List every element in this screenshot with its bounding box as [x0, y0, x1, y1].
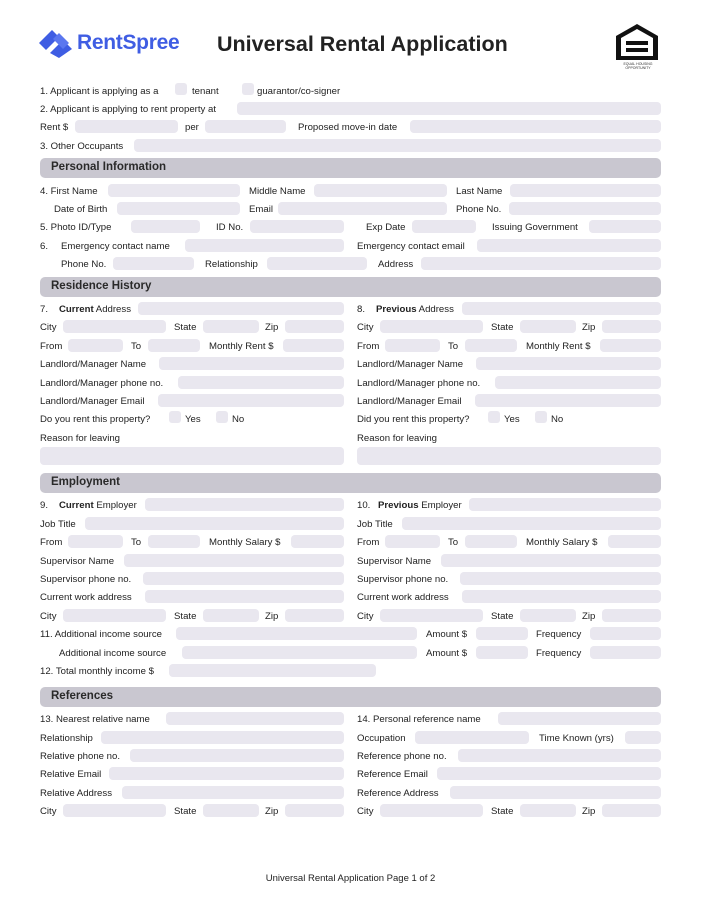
current-employer-label: [59, 500, 137, 512]
relative-relationship-field[interactable]: [101, 731, 344, 744]
previous-landlord-phone-label: Landlord/Manager phone no.: [357, 378, 481, 389]
current-address-label: [59, 304, 131, 316]
rent-period-field[interactable]: [205, 120, 286, 133]
phone-label: Phone No.: [456, 204, 502, 215]
id-no-field[interactable]: [250, 220, 344, 233]
reference-address-label: Reference Address: [357, 788, 439, 799]
current-emp-to-field[interactable]: [148, 535, 200, 548]
current-rent-yes-checkbox[interactable]: [169, 411, 181, 423]
previous-landlord-name-label: Landlord/Manager Name: [357, 359, 464, 370]
previous-rent-label: Monthly Rent $: [526, 341, 591, 352]
current-bold: Current: [59, 500, 94, 511]
previous-yes-label: Yes: [504, 414, 520, 425]
relative-email-field[interactable]: [109, 767, 344, 780]
current-work-address-field[interactable]: [145, 590, 344, 603]
previous-supervisor-phone-label: Supervisor phone no.: [357, 574, 449, 585]
frequency-1-label: Frequency: [536, 629, 582, 640]
q1-label: 1. Applicant is applying as a: [40, 86, 159, 97]
address-word: Address: [416, 304, 454, 315]
current-state-field[interactable]: [203, 320, 259, 333]
personal-reference-field[interactable]: [498, 712, 661, 725]
emp-current-city-label: City: [40, 611, 57, 622]
emergency-name-field[interactable]: [185, 239, 344, 252]
q2-label: 2. Applicant is applying to rent property at: [40, 104, 216, 115]
current-supervisor-phone-field[interactable]: [143, 572, 344, 585]
section-title: Employment: [51, 476, 121, 488]
relative-phone-field[interactable]: [130, 749, 344, 762]
current-supervisor-name-field[interactable]: [124, 554, 344, 567]
previous-job-title-label: Job Title: [357, 519, 393, 530]
movein-date-field[interactable]: [410, 120, 661, 133]
emp-previous-city-label: City: [357, 611, 374, 622]
amount-2-label: Amount $: [426, 648, 468, 659]
previous-emp-to-field[interactable]: [465, 535, 517, 548]
frequency-2-field[interactable]: [590, 646, 661, 659]
property-address-field[interactable]: [237, 102, 661, 115]
relative-address-label: Relative Address: [40, 788, 112, 799]
current-landlord-phone-label: Landlord/Manager phone no.: [40, 378, 164, 389]
employer-word: Employer: [93, 500, 137, 511]
occupation-field[interactable]: [415, 731, 529, 744]
current-yes-label: Yes: [185, 414, 201, 425]
did-you-rent-label: Did you rent this property?: [357, 414, 470, 425]
dob-label: Date of Birth: [54, 204, 108, 215]
rent-label: Rent $: [40, 122, 69, 133]
dob-field[interactable]: [117, 202, 240, 215]
current-rent-no-checkbox[interactable]: [216, 411, 228, 423]
reference-address-field[interactable]: [450, 786, 661, 799]
middle-name-field[interactable]: [314, 184, 447, 197]
ref-right-city-field[interactable]: [380, 804, 483, 817]
current-work-address-label: Current work address: [40, 592, 132, 603]
other-occupants-field[interactable]: [134, 139, 661, 152]
current-from-field[interactable]: [68, 339, 123, 352]
current-state-label: State: [174, 322, 197, 333]
previous-zip-label: Zip: [582, 322, 596, 333]
previous-landlord-email-field[interactable]: [475, 394, 661, 407]
emergency-phone-label: Phone No.: [61, 259, 107, 270]
previous-salary-field[interactable]: [608, 535, 661, 548]
total-income-field[interactable]: [169, 664, 376, 677]
previous-address-label: [376, 304, 454, 316]
previous-employer-field[interactable]: [469, 498, 661, 511]
previous-from-field[interactable]: [385, 339, 440, 352]
emp-previous-zip-label: Zip: [582, 611, 596, 622]
current-emp-from-label: From: [40, 537, 63, 548]
previous-employer-number: 10.: [357, 500, 371, 511]
current-landlord-email-label: Landlord/Manager Email: [40, 396, 145, 407]
section-title: Residence History: [51, 280, 152, 292]
personal-info-header: [40, 158, 661, 178]
current-emp-to-label: To: [131, 537, 142, 548]
emergency-address-field[interactable]: [421, 257, 661, 270]
brand-name: RentSpree: [77, 31, 180, 54]
current-from-label: From: [40, 341, 63, 352]
amount-1-label: Amount $: [426, 629, 468, 640]
previous-landlord-phone-field[interactable]: [495, 376, 661, 389]
previous-city-label: City: [357, 322, 374, 333]
previous-salary-label: Monthly Salary $: [526, 537, 598, 548]
references-header: [40, 687, 661, 707]
per-label: per: [185, 122, 199, 133]
add-income-2-field[interactable]: [182, 646, 417, 659]
equal-housing-logo: [612, 22, 662, 72]
ref-right-zip-field[interactable]: [602, 804, 661, 817]
current-job-title-label: Job Title: [40, 519, 76, 530]
last-name-field[interactable]: [510, 184, 661, 197]
time-known-field[interactable]: [625, 731, 661, 744]
previous-supervisor-name-field[interactable]: [441, 554, 661, 567]
last-name-label: Last Name: [456, 186, 503, 197]
current-landlord-name-field[interactable]: [159, 357, 344, 370]
previous-to-field[interactable]: [465, 339, 517, 352]
time-known-label: Time Known (yrs): [539, 733, 614, 744]
phone-field[interactable]: [509, 202, 661, 215]
tenant-label: tenant: [192, 86, 219, 97]
emp-current-state-label: State: [174, 611, 197, 622]
movein-label: Proposed move-in date: [298, 122, 398, 133]
previous-address-field[interactable]: [462, 302, 661, 315]
previous-rent-field[interactable]: [600, 339, 661, 352]
relative-relationship-label: Relationship: [40, 733, 93, 744]
nearest-relative-field[interactable]: [166, 712, 344, 725]
previous-bold: Previous: [376, 304, 417, 315]
relationship-field[interactable]: [267, 257, 367, 270]
previous-city-field[interactable]: [380, 320, 483, 333]
page-title: Universal Rental Application: [217, 32, 508, 56]
current-employer-number: 9.: [40, 500, 49, 511]
current-job-title-field[interactable]: [85, 517, 344, 530]
emp-current-city-field[interactable]: [63, 609, 166, 622]
current-to-field[interactable]: [148, 339, 200, 352]
emp-current-zip-field[interactable]: [285, 609, 344, 622]
current-landlord-email-field[interactable]: [158, 394, 344, 407]
previous-rent-no-checkbox[interactable]: [535, 411, 547, 423]
current-address-field[interactable]: [138, 302, 344, 315]
ref-left-state-label: State: [174, 806, 197, 817]
current-city-field[interactable]: [63, 320, 166, 333]
ref-left-city-field[interactable]: [63, 804, 166, 817]
current-supervisor-name-label: Supervisor Name: [40, 556, 115, 567]
current-reason-field[interactable]: [40, 447, 344, 465]
current-reason-label: Reason for leaving: [40, 433, 120, 444]
photo-id-field[interactable]: [131, 220, 200, 233]
add-income-2-label: Additional income source: [59, 648, 167, 659]
email-field[interactable]: [278, 202, 447, 215]
emp-current-state-field[interactable]: [203, 609, 259, 622]
current-zip-label: Zip: [265, 322, 279, 333]
relationship-label: Relationship: [205, 259, 258, 270]
address-word: Address: [93, 304, 131, 315]
previous-work-address-field[interactable]: [462, 590, 661, 603]
previous-emp-to-label: To: [448, 537, 459, 548]
rentspree-logo-icon: [39, 29, 75, 59]
emp-previous-state-field[interactable]: [520, 609, 576, 622]
previous-emp-from-label: From: [357, 537, 380, 548]
previous-employer-label: [378, 500, 462, 512]
ref-left-city-label: City: [40, 806, 57, 817]
equal-housing-text: EQUAL HOUSING OPPORTUNITY: [623, 62, 653, 70]
current-address-number: 7.: [40, 304, 49, 315]
previous-state-field[interactable]: [520, 320, 576, 333]
current-landlord-name-label: Landlord/Manager Name: [40, 359, 147, 370]
previous-landlord-name-field[interactable]: [476, 357, 661, 370]
previous-zip-field[interactable]: [602, 320, 661, 333]
previous-supervisor-phone-field[interactable]: [460, 572, 661, 585]
first-name-field[interactable]: [108, 184, 240, 197]
amount-1-field[interactable]: [476, 627, 528, 640]
current-supervisor-phone-label: Supervisor phone no.: [40, 574, 132, 585]
first-name-label: 4. First Name: [40, 186, 98, 197]
email-label: Email: [249, 204, 273, 215]
address-label: Address: [378, 259, 414, 270]
photo-id-label: 5. Photo ID/Type: [40, 222, 112, 233]
amount-2-field[interactable]: [476, 646, 528, 659]
current-zip-field[interactable]: [285, 320, 344, 333]
current-rent-field[interactable]: [283, 339, 344, 352]
occupation-label: Occupation: [357, 733, 406, 744]
emp-current-zip-label: Zip: [265, 611, 279, 622]
emergency-email-field[interactable]: [477, 239, 661, 252]
emergency-number: 6.: [40, 241, 49, 252]
reference-email-label: Reference Email: [357, 769, 428, 780]
previous-address-number: 8.: [357, 304, 366, 315]
previous-to-label: To: [448, 341, 459, 352]
id-no-label: ID No.: [216, 222, 244, 233]
rent-amount-field[interactable]: [75, 120, 178, 133]
exp-date-field[interactable]: [412, 220, 476, 233]
previous-supervisor-name-label: Supervisor Name: [357, 556, 432, 567]
guarantor-label: guarantor/co-signer: [257, 86, 341, 97]
section-title: References: [51, 690, 114, 702]
do-you-rent-label: Do you rent this property?: [40, 414, 151, 425]
current-landlord-phone-field[interactable]: [178, 376, 344, 389]
reference-phone-field[interactable]: [458, 749, 661, 762]
current-no-label: No: [232, 414, 245, 425]
emp-previous-state-label: State: [491, 611, 514, 622]
house-icon: [612, 22, 662, 62]
nearest-relative-label: 13. Nearest relative name: [40, 714, 150, 725]
previous-reason-field[interactable]: [357, 447, 661, 465]
page-footer: Universal Rental Application Page 1 of 2: [265, 873, 436, 884]
current-emp-from-field[interactable]: [68, 535, 123, 548]
section-title: Personal Information: [51, 161, 167, 173]
ref-left-state-field[interactable]: [203, 804, 259, 817]
emergency-email-label: Emergency contact email: [357, 241, 465, 252]
previous-bold: Previous: [378, 500, 419, 511]
reference-email-field[interactable]: [437, 767, 661, 780]
reference-phone-label: Reference phone no.: [357, 751, 447, 762]
previous-from-label: From: [357, 341, 380, 352]
emergency-name-label: Emergency contact name: [61, 241, 170, 252]
add-income-1-label: 11. Additional income source: [40, 629, 162, 640]
ref-right-city-label: City: [357, 806, 374, 817]
emp-previous-zip-field[interactable]: [602, 609, 661, 622]
current-city-label: City: [40, 322, 57, 333]
employment-header: [40, 473, 661, 493]
frequency-1-field[interactable]: [590, 627, 661, 640]
issuing-gov-label: Issuing Government: [492, 222, 578, 233]
emp-previous-city-field[interactable]: [380, 609, 483, 622]
current-salary-label: Monthly Salary $: [209, 537, 281, 548]
previous-landlord-email-label: Landlord/Manager Email: [357, 396, 462, 407]
current-bold: Current: [59, 304, 94, 315]
emergency-phone-field[interactable]: [113, 257, 194, 270]
relative-address-field[interactable]: [122, 786, 344, 799]
current-employer-field[interactable]: [145, 498, 344, 511]
q3-label: 3. Other Occupants: [40, 141, 124, 152]
ref-right-state-field[interactable]: [520, 804, 576, 817]
previous-work-address-label: Current work address: [357, 592, 449, 603]
previous-no-label: No: [551, 414, 564, 425]
ref-right-state-label: State: [491, 806, 514, 817]
previous-reason-label: Reason for leaving: [357, 433, 437, 444]
exp-date-label: Exp Date: [366, 222, 406, 233]
residence-history-header: [40, 277, 661, 297]
ref-right-zip-label: Zip: [582, 806, 596, 817]
add-income-1-field[interactable]: [176, 627, 417, 640]
current-salary-field[interactable]: [291, 535, 344, 548]
current-to-label: To: [131, 341, 142, 352]
ref-left-zip-field[interactable]: [285, 804, 344, 817]
previous-job-title-field[interactable]: [402, 517, 661, 530]
total-income-label: 12. Total monthly income $: [40, 666, 154, 677]
current-rent-label: Monthly Rent $: [209, 341, 274, 352]
relative-phone-label: Relative phone no.: [40, 751, 121, 762]
previous-state-label: State: [491, 322, 514, 333]
previous-rent-yes-checkbox[interactable]: [488, 411, 500, 423]
employer-word: Employer: [418, 500, 462, 511]
relative-email-label: Relative Email: [40, 769, 102, 780]
frequency-2-label: Frequency: [536, 648, 582, 659]
issuing-gov-field[interactable]: [589, 220, 661, 233]
tenant-checkbox[interactable]: [175, 83, 187, 95]
guarantor-checkbox[interactable]: [242, 83, 254, 95]
middle-name-label: Middle Name: [249, 186, 306, 197]
personal-reference-label: 14. Personal reference name: [357, 714, 481, 725]
previous-emp-from-field[interactable]: [385, 535, 440, 548]
ref-left-zip-label: Zip: [265, 806, 279, 817]
